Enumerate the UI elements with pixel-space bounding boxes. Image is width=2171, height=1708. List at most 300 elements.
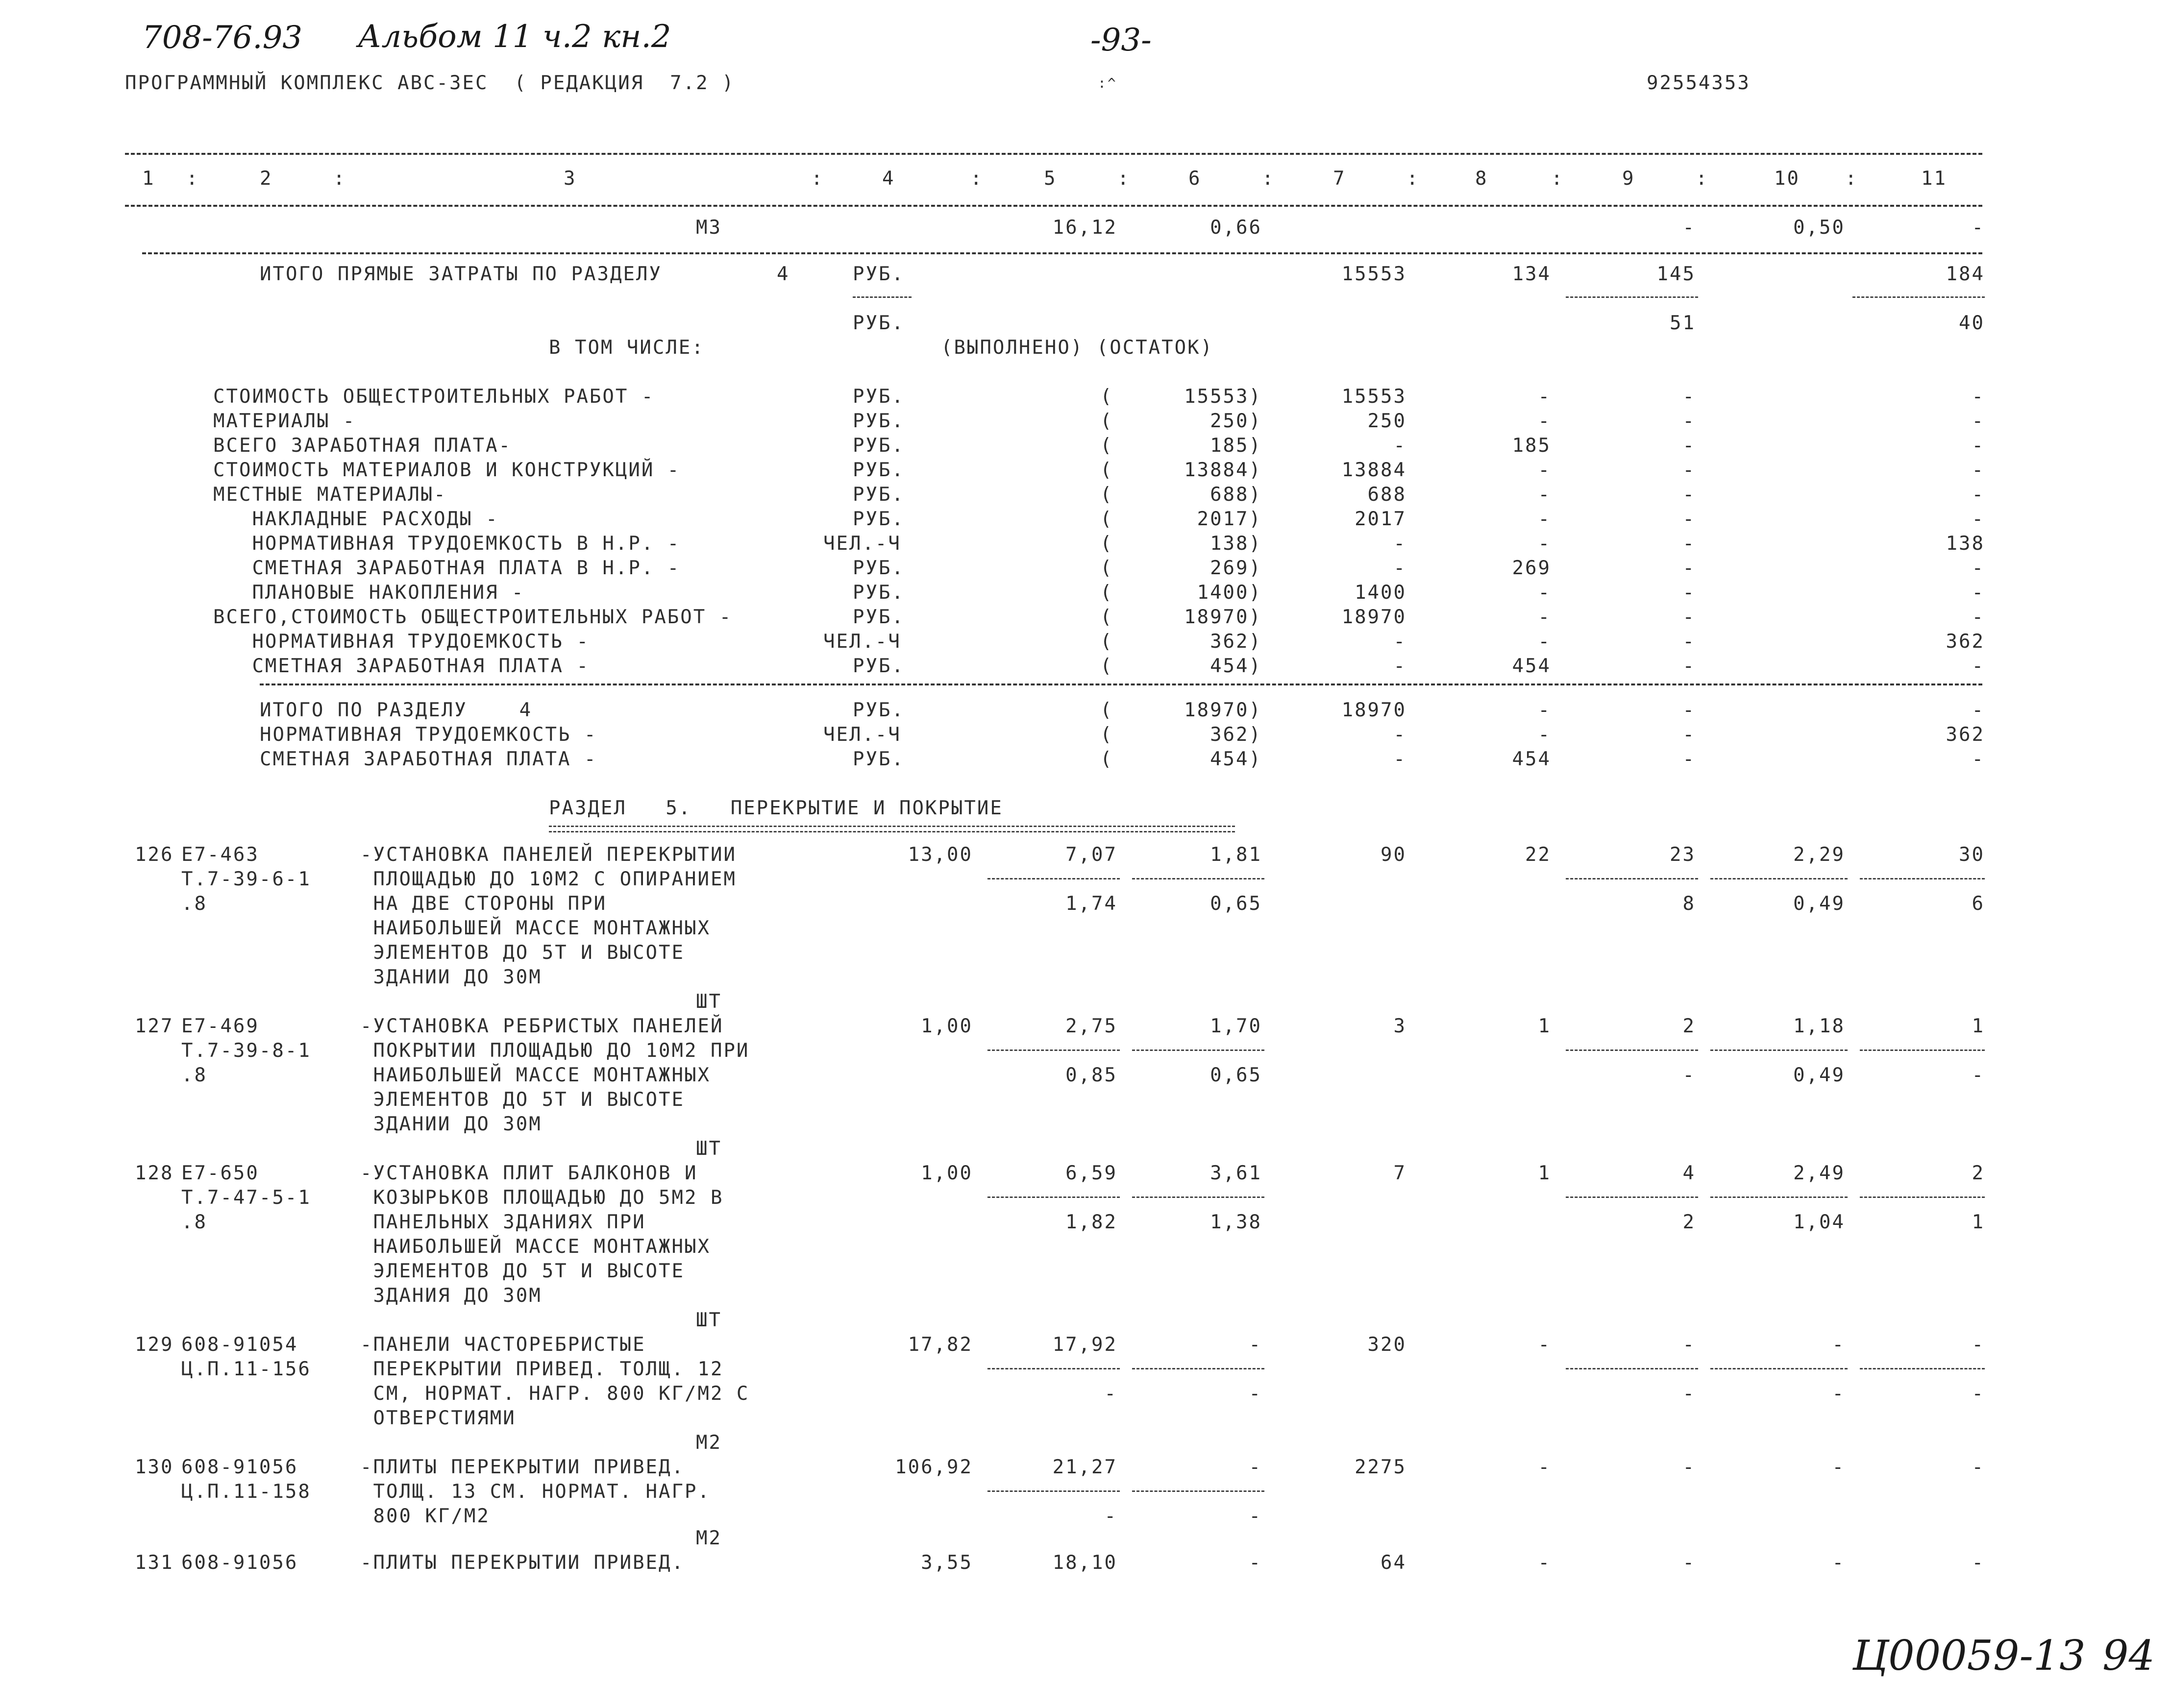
cell-c7: 320 [1367, 1334, 1406, 1356]
cell-c8: - [1538, 1456, 1551, 1478]
completed-value: 15553) [1184, 386, 1262, 408]
item-code: Ц.П.11-156 [181, 1358, 311, 1380]
cell-c11: 40 [1959, 312, 1985, 334]
breakdown-label: НОРМАТИВНАЯ ТРУДОЕМКОСТЬ В Н.Р. - [213, 533, 681, 555]
column-separator: : [1551, 168, 1564, 190]
cell-c8: - [1538, 1334, 1551, 1356]
cell-c10: - [1832, 1456, 1845, 1478]
item-description: ПОКРЫТИИ ПЛОЩАДЬЮ ДО 10М2 ПРИ [360, 1040, 750, 1062]
unit-label: ШТ [696, 1138, 722, 1160]
cell-c9: 2 [1682, 1015, 1696, 1037]
paren-open: ( [1100, 533, 1113, 555]
unit-label: РУБ. [853, 748, 905, 770]
cell-c11: - [1972, 508, 1985, 530]
item-description: НАИБОЛЬШЕЙ МАССЕ МОНТАЖНЫХ [360, 917, 711, 939]
column-separator: : [333, 168, 346, 190]
section-total-label: ИТОГО ПРЯМЫЕ ЗАТРАТЫ ПО РАЗДЕЛУ [260, 263, 662, 285]
unit-label: М3 [696, 217, 722, 239]
item-description: НА ДВЕ СТОРОНЫ ПРИ [360, 893, 607, 915]
item-description: -УСТАНОВКА РЕБРИСТЫХ ПАНЕЛЕЙ [360, 1015, 724, 1037]
item-description: 800 КГ/М2 [360, 1505, 490, 1527]
paren-open: ( [1100, 606, 1113, 628]
section-total-label: НОРМАТИВНАЯ ТРУДОЕМКОСТЬ - [260, 724, 597, 746]
cell-c10: 2,49 [1793, 1162, 1845, 1184]
column-header-cell: 9 [1622, 168, 1635, 190]
paren-open: ( [1100, 386, 1113, 408]
cell-c9: - [1682, 606, 1696, 628]
item-number: 126 [135, 844, 174, 866]
cell-c7: 3 [1393, 1015, 1406, 1037]
cell-c7: 7 [1393, 1162, 1406, 1184]
item-code: Е7-469 [181, 1015, 259, 1037]
cell-rule [1132, 1490, 1264, 1492]
cell-c8: 1 [1538, 1015, 1551, 1037]
unit-label: РУБ. [853, 459, 905, 481]
breakdown-label: НОРМАТИВНАЯ ТРУДОЕМКОСТЬ - [213, 631, 590, 653]
item-description: -ПАНЕЛИ ЧАСТОРЕБРИСТЫЕ [360, 1334, 646, 1356]
breakdown-label: СМЕТНАЯ ЗАРАБОТНАЯ ПЛАТА - [213, 655, 590, 677]
cell-c10: 0,49 [1793, 893, 1845, 915]
unit-label: РУБ. [853, 435, 905, 457]
breakdown-label: ВСЕГО ЗАРАБОТНАЯ ПЛАТА- [213, 435, 512, 457]
unit-label: ЧЕЛ.-Ч [823, 631, 901, 653]
cell-c6: 0,66 [1210, 217, 1262, 239]
cell-c5: - [1104, 1383, 1117, 1405]
breakdown-label: МАТЕРИАЛЫ - [213, 410, 356, 432]
cell-c10: 1,18 [1793, 1015, 1845, 1037]
cell-c10: 1,04 [1793, 1211, 1845, 1233]
cell-c5: 7,07 [1065, 844, 1117, 866]
header-mark: :^ [1098, 75, 1117, 91]
cell-c6: 1,81 [1210, 844, 1262, 866]
cell-c7: 688 [1367, 484, 1406, 506]
cell-c8: - [1538, 410, 1551, 432]
cell-c7: 13884 [1341, 459, 1406, 481]
item-code: 608-91056 [181, 1552, 298, 1574]
cell-c7: - [1393, 533, 1406, 555]
cell-c9: 8 [1682, 893, 1696, 915]
section-total-label: ИТОГО ПО РАЗДЕЛУ 4 [260, 699, 533, 721]
cell-c9: - [1682, 1334, 1696, 1356]
item-description: ЗДАНИЯ ДО 30М [360, 1285, 542, 1307]
cell-c8: 134 [1512, 263, 1551, 285]
cell-c6: - [1249, 1383, 1262, 1405]
cell-c10: 0,49 [1793, 1064, 1845, 1086]
cell-c11: - [1972, 699, 1985, 721]
cell-c7: 64 [1381, 1552, 1406, 1574]
cell-c9: - [1682, 217, 1696, 239]
item-code: 608-91056 [181, 1456, 298, 1478]
cell-c11: - [1972, 606, 1985, 628]
cell-rule [1860, 1196, 1985, 1198]
unit-label: РУБ. [853, 557, 905, 579]
item-description: ЗДАНИИ ДО 30М [360, 1113, 542, 1135]
unit-label: РУБ. [853, 699, 905, 721]
unit-label: РУБ. [853, 508, 905, 530]
cell-c7: 18970 [1341, 606, 1406, 628]
cell-c9: - [1682, 435, 1696, 457]
item-code: Т.7-39-8-1 [181, 1040, 311, 1062]
cell-c7: 15553 [1341, 386, 1406, 408]
breakdown-label: СТОИМОСТЬ ОБЩЕСТРОИТЕЛЬНЫХ РАБОТ - [213, 386, 655, 408]
cell-c11: - [1972, 1334, 1985, 1356]
cell-c10: 0,50 [1793, 217, 1845, 239]
cell-c8: - [1538, 582, 1551, 604]
item-description: ПЕРЕКРЫТИИ ПРИВЕД. ТОЛЩ. 12 [360, 1358, 724, 1380]
column-separator: : [1406, 168, 1420, 190]
cell-c5: - [1104, 1505, 1117, 1527]
cell-c7: 15553 [1341, 263, 1406, 285]
cell-c8: - [1538, 386, 1551, 408]
breakdown-label: СМЕТНАЯ ЗАРАБОТНАЯ ПЛАТА В Н.Р. - [213, 557, 681, 579]
cell-c9: - [1682, 582, 1696, 604]
column-separator: : [970, 168, 984, 190]
cell-c8: - [1538, 459, 1551, 481]
completed-value: 362) [1210, 724, 1262, 746]
cell-c10: 2,29 [1793, 844, 1845, 866]
cell-c7: - [1393, 724, 1406, 746]
cell-c9: 2 [1682, 1211, 1696, 1233]
unit-label: М2 [696, 1527, 722, 1549]
cell-rule [1852, 296, 1985, 298]
paren-open: ( [1100, 631, 1113, 653]
column-separator: : [811, 168, 824, 190]
cell-c9: - [1682, 1383, 1696, 1405]
cell-c10: - [1832, 1552, 1845, 1574]
cell-c9: - [1682, 557, 1696, 579]
item-number: 127 [135, 1015, 174, 1037]
cell-rule [1132, 878, 1264, 879]
cell-c5: 0,85 [1065, 1064, 1117, 1086]
cell-c11: 2 [1972, 1162, 1985, 1184]
column-header-cell: 1 [142, 168, 155, 190]
paren-open: ( [1100, 459, 1113, 481]
cell-c7: - [1393, 557, 1406, 579]
cell-c7: 90 [1381, 844, 1406, 866]
cell-c9: - [1682, 699, 1696, 721]
cell-c11: 138 [1946, 533, 1985, 555]
cell-c11: 30 [1959, 844, 1985, 866]
item-number: 129 [135, 1334, 174, 1356]
item-description: СМ, НОРМАТ. НАГР. 800 КГ/М2 С [360, 1383, 750, 1405]
completed-value: 18970) [1184, 699, 1262, 721]
cell-c11: - [1972, 1383, 1985, 1405]
column-header-cell: 3 [564, 168, 577, 190]
item-number: 128 [135, 1162, 174, 1184]
column-header-cell: 6 [1188, 168, 1202, 190]
cell-rule [1132, 1368, 1264, 1369]
breakdown-label: СТОИМОСТЬ МАТЕРИАЛОВ И КОНСТРУКЦИЙ - [213, 459, 681, 481]
unit-label: РУБ. [853, 410, 905, 432]
breakdown-label: МЕСТНЫЕ МАТЕРИАЛЫ- [213, 484, 447, 506]
paren-open: ( [1100, 748, 1113, 770]
cell-c7: 250 [1367, 410, 1406, 432]
unit-label: ШТ [696, 1309, 722, 1331]
item-description: ЭЛЕМЕНТОВ ДО 5Т И ВЫСОТЕ [360, 942, 685, 964]
cell-c5: 1,82 [1065, 1211, 1117, 1233]
cell-c6: - [1249, 1552, 1262, 1574]
cell-c11: - [1972, 748, 1985, 770]
cell-c11: - [1972, 1456, 1985, 1478]
handwritten-page-number: -93- [1090, 22, 1152, 58]
unit-label: РУБ. [853, 484, 905, 506]
column-header-cell: 10 [1774, 168, 1800, 190]
item-description: ЭЛЕМЕНТОВ ДО 5Т И ВЫСОТЕ [360, 1089, 685, 1111]
cell-c7: 2017 [1355, 508, 1406, 530]
cell-rule [1132, 1196, 1264, 1198]
completed-value: 13884) [1184, 459, 1262, 481]
cell-rule [1710, 878, 1848, 879]
cell-rule [1860, 1049, 1985, 1051]
cell-c11: 1 [1972, 1211, 1985, 1233]
cell-c7: 1400 [1355, 582, 1406, 604]
paren-open: ( [1100, 435, 1113, 457]
cell-rule [1710, 1049, 1848, 1051]
cell-c9: 145 [1656, 263, 1696, 285]
cell-c9: - [1682, 484, 1696, 506]
cell-rule [1566, 1196, 1698, 1198]
cell-c8: 269 [1512, 557, 1551, 579]
completed-value: 18970) [1184, 606, 1262, 628]
unit-label: РУБ. [853, 312, 905, 334]
item-description: ЭЛЕМЕНТОВ ДО 5Т И ВЫСОТЕ [360, 1260, 685, 1282]
cell-c11: - [1972, 484, 1985, 506]
cell-c11: - [1972, 582, 1985, 604]
cell-rule [1566, 296, 1698, 298]
cell-c5: 21,27 [1052, 1456, 1117, 1478]
item-description: НАИБОЛЬШЕЙ МАССЕ МОНТАЖНЫХ [360, 1236, 711, 1258]
item-number: 131 [135, 1552, 174, 1574]
completed-value: 454) [1210, 655, 1262, 677]
cell-c5: 18,10 [1052, 1552, 1117, 1574]
unit-label: РУБ. [853, 655, 905, 677]
cell-rule [987, 1490, 1120, 1492]
column-separator: : [1262, 168, 1275, 190]
cell-c8: - [1538, 533, 1551, 555]
cell-c11: - [1972, 217, 1985, 239]
item-description: ПЛОЩАДЬЮ ДО 10М2 С ОПИРАНИЕМ [360, 868, 737, 890]
paren-open: ( [1100, 410, 1113, 432]
cell-c5: 17,92 [1052, 1334, 1117, 1356]
cell-c9: - [1682, 1064, 1696, 1086]
cell-c7: 2275 [1355, 1456, 1406, 1478]
cell-c6: 0,65 [1210, 1064, 1262, 1086]
cell-c6: 0,65 [1210, 893, 1262, 915]
item-number: 130 [135, 1456, 174, 1478]
item-description: -ПЛИТЫ ПЕРЕКРЫТИИ ПРИВЕД. [360, 1456, 685, 1478]
completed-value: 1400) [1197, 582, 1262, 604]
cell-c11: - [1972, 1552, 1985, 1574]
cell-c9: - [1682, 748, 1696, 770]
cell-c4: 106,92 [895, 1456, 973, 1478]
cell-c11: - [1972, 410, 1985, 432]
paren-open: ( [1100, 484, 1113, 506]
cell-c9: - [1682, 724, 1696, 746]
cell-c7: 18970 [1341, 699, 1406, 721]
cell-rule [1566, 1049, 1698, 1051]
breakdown-label: НАКЛАДНЫЕ РАСХОДЫ - [213, 508, 499, 530]
program-header: ПРОГРАММНЫЙ КОМПЛЕКС АВС-3ЕС ( РЕДАКЦИЯ 7.2 ) [125, 72, 735, 94]
cell-rule [1566, 878, 1698, 879]
paren-open: ( [1100, 582, 1113, 604]
cell-c9: - [1682, 386, 1696, 408]
unit-label: ШТ [696, 991, 722, 1013]
completed-value: 250) [1210, 410, 1262, 432]
cell-c9: - [1682, 1456, 1696, 1478]
cell-c4: 13,00 [908, 844, 973, 866]
cell-c4: 17,82 [908, 1334, 973, 1356]
breakdown-label: ПЛАНОВЫЕ НАКОПЛЕНИЯ - [213, 582, 525, 604]
cell-c8: - [1538, 508, 1551, 530]
cell-c9: - [1682, 1552, 1696, 1574]
item-code: .8 [181, 893, 207, 915]
cell-c8: - [1538, 724, 1551, 746]
paren-open: ( [1100, 699, 1113, 721]
subtotal-rule [260, 683, 1982, 685]
cell-c11: - [1972, 1064, 1985, 1086]
cell-c6: 1,38 [1210, 1211, 1262, 1233]
item-code: Т.7-39-6-1 [181, 868, 311, 890]
cell-c6: - [1249, 1456, 1262, 1478]
completed-value: 688) [1210, 484, 1262, 506]
cell-c11: - [1972, 557, 1985, 579]
cell-rule [987, 1368, 1120, 1369]
cell-c8: 454 [1512, 748, 1551, 770]
item-description: -УСТАНОВКА ПАНЕЛЕЙ ПЕРЕКРЫТИИ [360, 844, 737, 866]
cell-rule [1566, 1368, 1698, 1369]
item-code: .8 [181, 1211, 207, 1233]
unit-label: РУБ. [853, 263, 905, 285]
column-separator: : [1696, 168, 1709, 190]
cell-rule [987, 878, 1120, 879]
unit-label: РУБ. [853, 386, 905, 408]
cell-c8: 454 [1512, 655, 1551, 677]
item-description: -ПЛИТЫ ПЕРЕКРЫТИИ ПРИВЕД. [360, 1552, 685, 1574]
cell-c8: 22 [1525, 844, 1551, 866]
section-title-underline [549, 826, 1235, 832]
cell-c9: - [1682, 533, 1696, 555]
item-description: КОЗЫРЬКОВ ПЛОЩАДЬЮ ДО 5М2 В [360, 1187, 724, 1209]
item-code: Е7-463 [181, 844, 259, 866]
cell-rule [1860, 1368, 1985, 1369]
cell-c9: 4 [1682, 1162, 1696, 1184]
cell-c8: - [1538, 484, 1551, 506]
section-title: РАЗДЕЛ 5. ПЕРЕКРЫТИЕ И ПОКРЫТИЕ [549, 797, 1003, 819]
column-header-cell: 2 [260, 168, 273, 190]
item-code: 608-91054 [181, 1334, 298, 1356]
cell-c11: 362 [1946, 631, 1985, 653]
cell-c4: 1,00 [921, 1015, 973, 1037]
section-number: 4 [777, 263, 790, 285]
cell-c6: 3,61 [1210, 1162, 1262, 1184]
cell-c9: - [1682, 631, 1696, 653]
paren-open: ( [1100, 724, 1113, 746]
cell-rule [987, 1049, 1120, 1051]
handwritten-footer-code: Ц00059-13 [1852, 1632, 2086, 1680]
cell-c11: 362 [1946, 724, 1985, 746]
column-header-cell: 8 [1475, 168, 1488, 190]
handwritten-code: 708-76.93 [142, 20, 302, 56]
item-description: НАИБОЛЬШЕЙ МАССЕ МОНТАЖНЫХ [360, 1064, 711, 1086]
breakdown-label: ВСЕГО,СТОИМОСТЬ ОБЩЕСТРОИТЕЛЬНЫХ РАБОТ - [213, 606, 733, 628]
cell-c6: - [1249, 1334, 1262, 1356]
header-rule-top [125, 153, 1982, 155]
item-description: -УСТАНОВКА ПЛИТ БАЛКОНОВ И [360, 1162, 698, 1184]
cell-c9: - [1682, 410, 1696, 432]
cell-c11: - [1972, 655, 1985, 677]
completed-value: 138) [1210, 533, 1262, 555]
cell-c11: - [1972, 435, 1985, 457]
including-heading: В ТОМ ЧИСЛЕ: [549, 337, 705, 359]
item-code: .8 [181, 1064, 207, 1086]
cell-c11: - [1972, 459, 1985, 481]
cell-c5: 2,75 [1065, 1015, 1117, 1037]
column-header-cell: 5 [1044, 168, 1057, 190]
cell-c9: - [1682, 459, 1696, 481]
cell-c9: - [1682, 655, 1696, 677]
paren-open: ( [1100, 655, 1113, 677]
column-header-cell: 7 [1333, 168, 1346, 190]
cell-c8: - [1538, 631, 1551, 653]
cell-c4: 1,00 [921, 1162, 973, 1184]
completed-value: 454) [1210, 748, 1262, 770]
item-description: ТОЛЩ. 13 СМ. НОРМАТ. НАГР. [360, 1481, 711, 1503]
cell-c5: 16,12 [1052, 217, 1117, 239]
cell-c4: 3,55 [921, 1552, 973, 1574]
cell-c8: 1 [1538, 1162, 1551, 1184]
column-separator: : [186, 168, 199, 190]
paren-open: ( [1100, 557, 1113, 579]
header-rule-bottom [125, 205, 1982, 207]
paren-open: ( [1100, 508, 1113, 530]
cell-c11: 184 [1946, 263, 1985, 285]
item-description: ПАНЕЛЬНЫХ ЗДАНИЯХ ПРИ [360, 1211, 646, 1233]
cell-rule [987, 1196, 1120, 1198]
column-header-cell: 11 [1921, 168, 1947, 190]
section-rule [142, 252, 1982, 254]
column-header-cell: 4 [882, 168, 895, 190]
cell-c10: - [1832, 1334, 1845, 1356]
unit-label: М2 [696, 1432, 722, 1454]
cell-c7: - [1393, 631, 1406, 653]
cell-rule [1860, 878, 1985, 879]
column-separator: : [1117, 168, 1131, 190]
unit-label: РУБ. [853, 606, 905, 628]
completed-value: 269) [1210, 557, 1262, 579]
completed-value: 362) [1210, 631, 1262, 653]
column-separator: : [1845, 168, 1858, 190]
handwritten-footer-page: 94 [2102, 1632, 2155, 1680]
cell-c5: 1,74 [1065, 893, 1117, 915]
cell-c7: - [1393, 435, 1406, 457]
cell-c7: - [1393, 748, 1406, 770]
item-description: ОТВЕРСТИЯМИ [360, 1407, 516, 1429]
cell-c8: - [1538, 699, 1551, 721]
cell-c6: 1,70 [1210, 1015, 1262, 1037]
cell-rule [1710, 1196, 1848, 1198]
cell-c8: - [1538, 606, 1551, 628]
cell-c9: 51 [1670, 312, 1696, 334]
cell-rule [1710, 1368, 1848, 1369]
item-description: ЗДАНИИ ДО 30М [360, 966, 542, 988]
section-total-label: СМЕТНАЯ ЗАРАБОТНАЯ ПЛАТА - [260, 748, 597, 770]
item-code: Ц.П.11-158 [181, 1481, 311, 1503]
cell-c11: - [1972, 386, 1985, 408]
document-number: 92554353 [1647, 72, 1751, 94]
unit-label: ЧЕЛ.-Ч [823, 533, 901, 555]
cell-c5: 6,59 [1065, 1162, 1117, 1184]
done-rest-heading: (ВЫПОЛНЕНО) (ОСТАТОК) [941, 337, 1214, 359]
